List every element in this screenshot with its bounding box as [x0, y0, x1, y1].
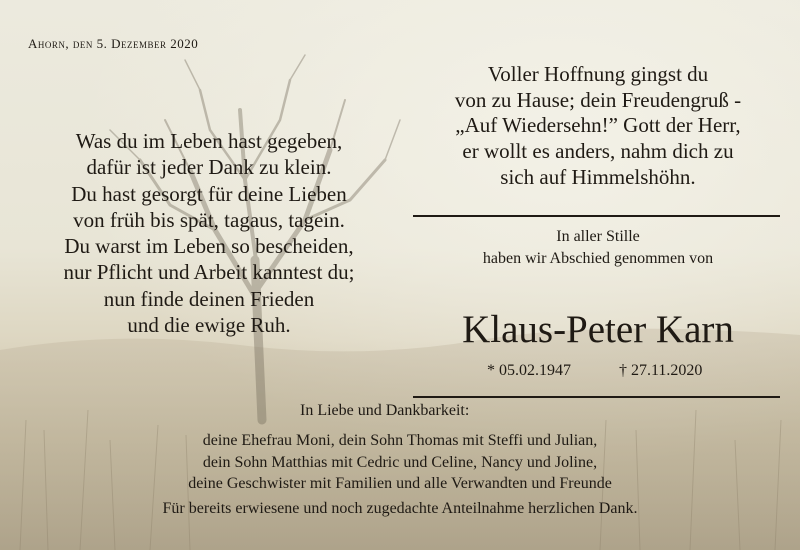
poem-left-line: Du warst im Leben so bescheiden,: [64, 234, 354, 259]
mourners-line: deine Ehefrau Moni, dein Sohn Thomas mit Steffi und Julian,: [202, 432, 598, 449]
poem-right-line: Voller Hoffnung gingst du: [487, 62, 709, 86]
death-date: † 27.11.2020: [619, 362, 703, 379]
poem-left: [14, 128, 404, 338]
poem-right-line: „Auf Wiedersehn!” Gott der Herr,: [455, 113, 741, 138]
poem-right-line: er wollt es anders, nahm dich zu: [462, 139, 734, 164]
poem-left-line: nur Pflicht und Arbeit kanntest du;: [63, 260, 355, 285]
poem-right-line: von zu Hause; dein Freudengruß -: [454, 87, 742, 112]
divider-top: [413, 215, 780, 217]
thanks-line: Für bereits erwiesene und noch zugedachte Anteilnahme herzlichen Dank.: [162, 500, 638, 517]
poem-left-line: Was du im Leben hast gegeben,: [75, 129, 343, 153]
mourners-intro: In Liebe und Dankbarkeit:: [300, 402, 470, 419]
poem-right: [408, 62, 788, 191]
mourners-line: dein Sohn Matthias mit Cedric und Celine, Nancy und Joline,: [202, 453, 598, 471]
mourners-list: [100, 430, 700, 495]
poem-left-line: nun finde deinen Frieden: [103, 286, 315, 311]
date-line: Ahorn, den 5. Dezember 2020: [28, 36, 199, 51]
announcement: [408, 226, 788, 270]
poem-left-line: und die ewige Ruh.: [127, 313, 291, 338]
announcement-line: haben wir Abschied genommen von: [482, 250, 714, 267]
deceased-name: Klaus-Peter Karn: [462, 308, 734, 351]
poem-left-line: Du hast gesorgt für deine Lieben: [71, 181, 347, 206]
birth-date: * 05.02.1947: [487, 362, 571, 379]
mourners-line: deine Geschwister mit Familien und alle Verwandten und Freunde: [188, 475, 612, 492]
poem-left-line: dafür ist jeder Dank zu klein.: [86, 155, 332, 180]
announcement-line: In aller Stille: [556, 228, 640, 245]
poem-left-line: von früh bis spät, tagaus, tagein.: [73, 207, 345, 232]
divider-bottom: [413, 396, 780, 398]
poem-right-line: sich auf Himmelshöhn.: [500, 164, 696, 189]
